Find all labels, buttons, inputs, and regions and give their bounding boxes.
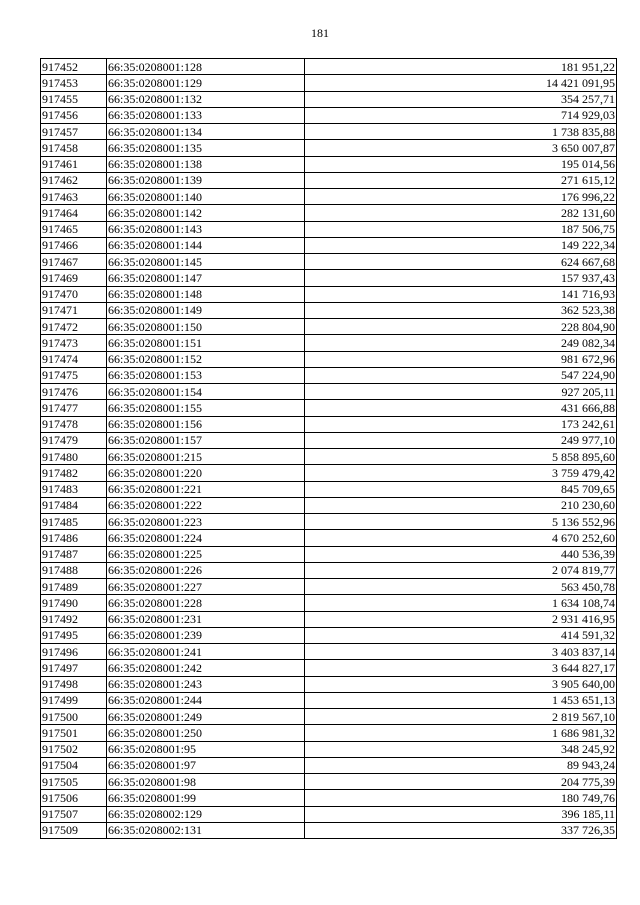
value-cell: 5 136 552,96: [305, 514, 617, 530]
value-cell: 157 937,43: [305, 270, 617, 286]
id-cell: 917480: [41, 449, 107, 465]
table-row: [41, 676, 617, 692]
cadastral-number-cell: 66:35:0208001:226: [107, 562, 305, 578]
id-cell: 917455: [41, 91, 107, 107]
table-row: [41, 757, 617, 773]
value-cell: 249 082,34: [305, 335, 617, 351]
table-body: [41, 59, 617, 839]
id-cell: 917457: [41, 124, 107, 140]
table-row: [41, 270, 617, 286]
value-cell: 414 591,32: [305, 627, 617, 643]
value-cell: 624 667,68: [305, 254, 617, 270]
cadastral-number-cell: 66:35:0208001:244: [107, 692, 305, 708]
cadastral-number-cell: 66:35:0208001:241: [107, 644, 305, 660]
table-row: [41, 644, 617, 660]
id-cell: 917461: [41, 156, 107, 172]
id-cell: 917482: [41, 465, 107, 481]
id-cell: 917452: [41, 59, 107, 75]
table-row: [41, 579, 617, 595]
table-row: [41, 611, 617, 627]
cadastral-number-cell: 66:35:0208001:239: [107, 627, 305, 643]
table-row: [41, 562, 617, 578]
value-cell: 14 421 091,95: [305, 75, 617, 91]
cadastral-number-cell: 66:35:0208001:225: [107, 546, 305, 562]
id-cell: 917507: [41, 806, 107, 822]
cadastral-number-cell: 66:35:0208001:228: [107, 595, 305, 611]
table-row: [41, 741, 617, 757]
value-cell: 1 453 651,13: [305, 692, 617, 708]
cadastral-number-cell: 66:35:0208001:143: [107, 221, 305, 237]
table-row: [41, 595, 617, 611]
cadastral-number-cell: 66:35:0208001:140: [107, 189, 305, 205]
value-cell: 249 977,10: [305, 432, 617, 448]
cadastral-number-cell: 66:35:0208001:135: [107, 140, 305, 156]
value-cell: 563 450,78: [305, 579, 617, 595]
id-cell: 917464: [41, 205, 107, 221]
value-cell: 271 615,12: [305, 172, 617, 188]
cadastral-number-cell: 66:35:0208001:157: [107, 432, 305, 448]
cadastral-number-cell: 66:35:0208001:128: [107, 59, 305, 75]
table-row: [41, 319, 617, 335]
cadastral-number-cell: 66:35:0208001:227: [107, 579, 305, 595]
value-cell: 3 905 640,00: [305, 676, 617, 692]
id-cell: 917500: [41, 709, 107, 725]
table-row: [41, 660, 617, 676]
table-row: [41, 546, 617, 562]
value-cell: 176 996,22: [305, 189, 617, 205]
cadastral-number-cell: 66:35:0208001:152: [107, 351, 305, 367]
value-cell: 89 943,24: [305, 757, 617, 773]
cadastral-number-cell: 66:35:0208001:144: [107, 237, 305, 253]
table-row: [41, 286, 617, 302]
table-row: [41, 107, 617, 123]
value-cell: 149 222,34: [305, 237, 617, 253]
cadastral-number-cell: 66:35:0208001:222: [107, 497, 305, 513]
cadastral-number-cell: 66:35:0208001:95: [107, 741, 305, 757]
value-cell: 210 230,60: [305, 497, 617, 513]
id-cell: 917477: [41, 400, 107, 416]
cadastral-number-cell: 66:35:0208001:224: [107, 530, 305, 546]
id-cell: 917476: [41, 384, 107, 400]
cadastral-number-cell: 66:35:0208001:149: [107, 302, 305, 318]
cadastral-number-cell: 66:35:0208001:153: [107, 367, 305, 383]
cadastral-number-cell: 66:35:0208001:249: [107, 709, 305, 725]
value-cell: 180 749,76: [305, 790, 617, 806]
cadastral-number-cell: 66:35:0208001:133: [107, 107, 305, 123]
table-row: [41, 59, 617, 75]
value-cell: 3 650 007,87: [305, 140, 617, 156]
value-cell: 714 929,03: [305, 107, 617, 123]
cadastral-number-cell: 66:35:0208001:250: [107, 725, 305, 741]
table-row: [41, 221, 617, 237]
value-cell: 348 245,92: [305, 741, 617, 757]
cadastral-number-cell: 66:35:0208001:242: [107, 660, 305, 676]
value-cell: 440 536,39: [305, 546, 617, 562]
value-cell: 195 014,56: [305, 156, 617, 172]
cadastral-number-cell: 66:35:0208001:139: [107, 172, 305, 188]
cadastral-number-cell: 66:35:0208001:154: [107, 384, 305, 400]
value-cell: 4 670 252,60: [305, 530, 617, 546]
cadastral-number-cell: 66:35:0208001:132: [107, 91, 305, 107]
id-cell: 917483: [41, 481, 107, 497]
id-cell: 917465: [41, 221, 107, 237]
id-cell: 917489: [41, 579, 107, 595]
cadastral-number-cell: 66:35:0208001:97: [107, 757, 305, 773]
id-cell: 917496: [41, 644, 107, 660]
id-cell: 917486: [41, 530, 107, 546]
page-number: 181: [311, 26, 329, 40]
cadastral-number-cell: 66:35:0208001:231: [107, 611, 305, 627]
table-row: [41, 416, 617, 432]
cadastral-number-cell: 66:35:0208001:134: [107, 124, 305, 140]
cadastral-number-cell: 66:35:0208001:147: [107, 270, 305, 286]
table-row: [41, 692, 617, 708]
id-cell: 917488: [41, 562, 107, 578]
table-row: [41, 497, 617, 513]
table-row: [41, 465, 617, 481]
id-cell: 917506: [41, 790, 107, 806]
id-cell: 917497: [41, 660, 107, 676]
value-cell: 547 224,90: [305, 367, 617, 383]
id-cell: 917505: [41, 774, 107, 790]
table-row: [41, 75, 617, 91]
table-row: [41, 351, 617, 367]
id-cell: 917502: [41, 741, 107, 757]
value-cell: 204 775,39: [305, 774, 617, 790]
table-row: [41, 172, 617, 188]
id-cell: 917501: [41, 725, 107, 741]
cadastral-number-cell: 66:35:0208002:131: [107, 822, 305, 838]
id-cell: 917453: [41, 75, 107, 91]
value-cell: 1 686 981,32: [305, 725, 617, 741]
table-row: [41, 725, 617, 741]
table-row: [41, 432, 617, 448]
table-row: [41, 140, 617, 156]
id-cell: 917458: [41, 140, 107, 156]
table-row: [41, 530, 617, 546]
id-cell: 917499: [41, 692, 107, 708]
table-row: [41, 806, 617, 822]
value-cell: 396 185,11: [305, 806, 617, 822]
table-row: [41, 774, 617, 790]
cadastral-number-cell: 66:35:0208001:223: [107, 514, 305, 530]
id-cell: 917475: [41, 367, 107, 383]
id-cell: 917498: [41, 676, 107, 692]
table-row: [41, 449, 617, 465]
value-cell: 282 131,60: [305, 205, 617, 221]
value-cell: 3 759 479,42: [305, 465, 617, 481]
table-row: [41, 367, 617, 383]
id-cell: 917463: [41, 189, 107, 205]
value-cell: 1 738 835,88: [305, 124, 617, 140]
cadastral-number-cell: 66:35:0208001:215: [107, 449, 305, 465]
cadastral-value-table: [40, 58, 617, 839]
cadastral-number-cell: 66:35:0208001:99: [107, 790, 305, 806]
table-row: [41, 384, 617, 400]
id-cell: 917504: [41, 757, 107, 773]
id-cell: 917492: [41, 611, 107, 627]
table-row: [41, 335, 617, 351]
id-cell: 917509: [41, 822, 107, 838]
cadastral-number-cell: 66:35:0208001:155: [107, 400, 305, 416]
id-cell: 917479: [41, 432, 107, 448]
id-cell: 917472: [41, 319, 107, 335]
cadastral-number-cell: 66:35:0208001:221: [107, 481, 305, 497]
table-row: [41, 627, 617, 643]
cadastral-number-cell: 66:35:0208001:148: [107, 286, 305, 302]
id-cell: 917495: [41, 627, 107, 643]
value-cell: 3 403 837,14: [305, 644, 617, 660]
cadastral-number-cell: 66:35:0208001:156: [107, 416, 305, 432]
cadastral-number-cell: 66:35:0208002:129: [107, 806, 305, 822]
cadastral-number-cell: 66:35:0208001:150: [107, 319, 305, 335]
value-cell: 845 709,65: [305, 481, 617, 497]
value-cell: 3 644 827,17: [305, 660, 617, 676]
value-cell: 173 242,61: [305, 416, 617, 432]
table-row: [41, 91, 617, 107]
table-row: [41, 254, 617, 270]
cadastral-number-cell: 66:35:0208001:138: [107, 156, 305, 172]
table-row: [41, 400, 617, 416]
cadastral-number-cell: 66:35:0208001:145: [107, 254, 305, 270]
table-row: [41, 205, 617, 221]
value-cell: 1 634 108,74: [305, 595, 617, 611]
table-row: [41, 481, 617, 497]
id-cell: 917462: [41, 172, 107, 188]
value-cell: 362 523,38: [305, 302, 617, 318]
id-cell: 917474: [41, 351, 107, 367]
id-cell: 917484: [41, 497, 107, 513]
value-cell: 2 931 416,95: [305, 611, 617, 627]
id-cell: 917485: [41, 514, 107, 530]
table-row: [41, 124, 617, 140]
value-cell: 2 074 819,77: [305, 562, 617, 578]
value-cell: 228 804,90: [305, 319, 617, 335]
table-row: [41, 514, 617, 530]
value-cell: 927 205,11: [305, 384, 617, 400]
table-row: [41, 709, 617, 725]
value-cell: 431 666,88: [305, 400, 617, 416]
cadastral-number-cell: 66:35:0208001:151: [107, 335, 305, 351]
id-cell: 917471: [41, 302, 107, 318]
value-cell: 2 819 567,10: [305, 709, 617, 725]
value-cell: 354 257,71: [305, 91, 617, 107]
id-cell: 917490: [41, 595, 107, 611]
table-row: [41, 822, 617, 838]
cadastral-number-cell: 66:35:0208001:220: [107, 465, 305, 481]
table-row: [41, 189, 617, 205]
table-row: [41, 790, 617, 806]
value-cell: 141 716,93: [305, 286, 617, 302]
id-cell: 917469: [41, 270, 107, 286]
value-cell: 981 672,96: [305, 351, 617, 367]
cadastral-number-cell: 66:35:0208001:129: [107, 75, 305, 91]
id-cell: 917466: [41, 237, 107, 253]
value-cell: 337 726,35: [305, 822, 617, 838]
cadastral-number-cell: 66:35:0208001:142: [107, 205, 305, 221]
value-cell: 5 858 895,60: [305, 449, 617, 465]
cadastral-number-cell: 66:35:0208001:243: [107, 676, 305, 692]
id-cell: 917478: [41, 416, 107, 432]
table-row: [41, 156, 617, 172]
cadastral-number-cell: 66:35:0208001:98: [107, 774, 305, 790]
id-cell: 917467: [41, 254, 107, 270]
id-cell: 917470: [41, 286, 107, 302]
id-cell: 917473: [41, 335, 107, 351]
id-cell: 917456: [41, 107, 107, 123]
table-row: [41, 302, 617, 318]
value-cell: 187 506,75: [305, 221, 617, 237]
table-row: [41, 237, 617, 253]
value-cell: 181 951,22: [305, 59, 617, 75]
id-cell: 917487: [41, 546, 107, 562]
